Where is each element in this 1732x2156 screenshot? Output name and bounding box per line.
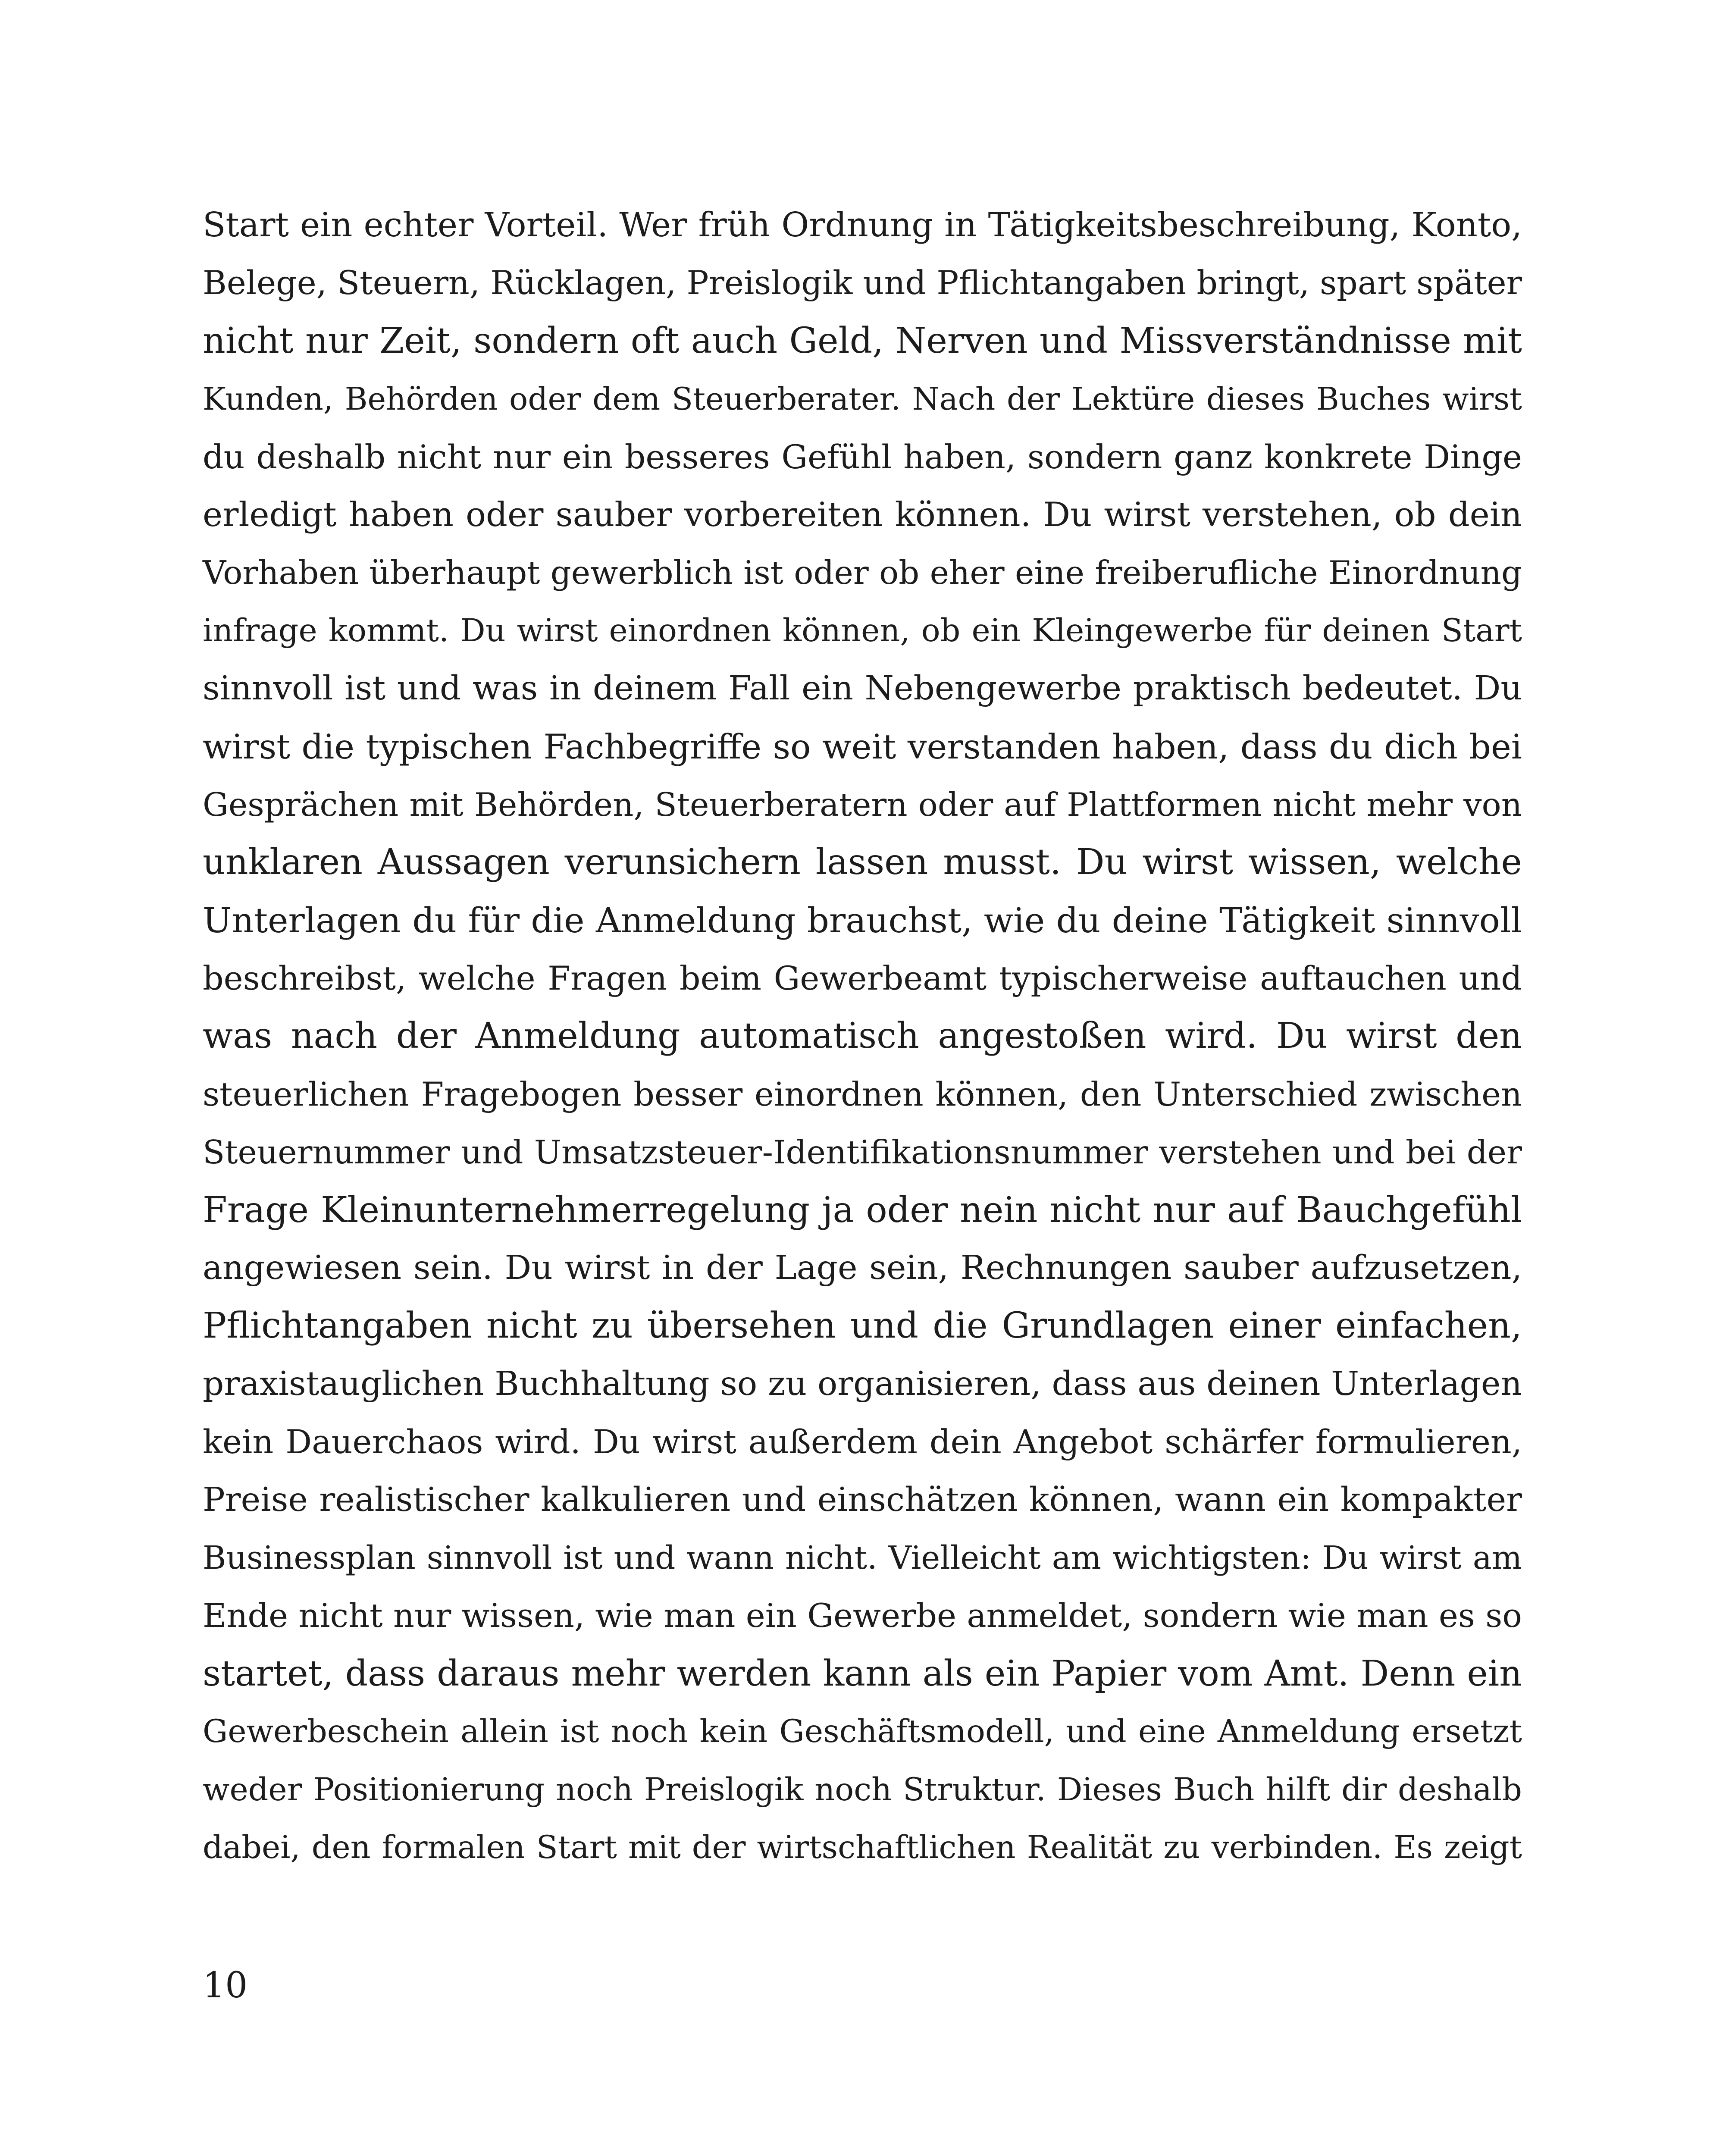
text-line: Belege, Steuern, Rücklagen, Preislogik und Pflichtangaben bringt, spart später <box>203 263 1522 302</box>
text-line: Unterlagen du für die Anmeldung brauchst, wie du deine Tätigkeit sinnvoll <box>203 900 1522 940</box>
text-line: Preise realistischer kalkulieren und einschätzen können, wann ein kompakter <box>203 1480 1522 1519</box>
text-line: Frage Kleinunternehmerregelung ja oder nein nicht nur auf Bauchgefühl <box>203 1189 1522 1231</box>
text-line: du deshalb nicht nur ein besseres Gefühl haben, sondern ganz konkrete Dinge <box>203 437 1522 476</box>
text-line: unklaren Aussagen verunsichern lassen musst. Du wirst wissen, welche <box>203 842 1522 883</box>
text-line: angewiesen sein. Du wirst in der Lage sein, Rechnungen sauber aufzusetzen, <box>203 1249 1522 1288</box>
text-line: nicht nur Zeit, sondern oft auch Geld, Nerven und Missverständnisse mit <box>203 320 1522 361</box>
text-line: weder Positionierung noch Preislogik noch Struktur. Dieses Buch hilft dir deshalb <box>203 1771 1522 1808</box>
body-text <box>203 196 1522 1877</box>
text-line: erledigt haben oder sauber vorbereiten können. Du wirst verstehen, ob dein <box>203 495 1522 534</box>
text-line: dabei, den formalen Start mit der wirtschaftlichen Realität zu verbinden. Es zeigt <box>203 1829 1522 1866</box>
text-line: kein Dauerchaos wird. Du wirst außerdem dein Angebot schärfer formulieren, <box>203 1423 1522 1461</box>
text-line: Gesprächen mit Behörden, Steuerberatern oder auf Plattformen nicht mehr von <box>203 785 1522 824</box>
text-line: praxistauglichen Buchhaltung so zu organisieren, dass aus deinen Unterlagen <box>203 1364 1522 1403</box>
text-line: steuerlichen Fragebogen besser einordnen können, den Unterschied zwischen <box>203 1075 1522 1113</box>
text-line: was nach der Anmeldung automatisch angestoßen wird. Du wirst den <box>203 1015 1522 1057</box>
text-line: beschreibst, welche Fragen beim Gewerbeamt typischerweise auftauchen und <box>203 959 1522 998</box>
text-line: Steuernummer und Umsatzsteuer-Identifikationsnummer verstehen und bei der <box>203 1133 1522 1172</box>
text-line: Gewerbeschein allein ist noch kein Geschäftsmodell, und eine Anmeldung ersetzt <box>203 1713 1522 1750</box>
text-line: Pflichtangaben nicht zu übersehen und die Grundlagen einer einfachen, <box>203 1305 1522 1347</box>
text-line: sinnvoll ist und was in deinem Fall ein Nebengewerbe praktisch bedeutet. Du <box>203 669 1522 708</box>
text-line: Start ein echter Vorteil. Wer früh Ordnung in Tätigkeitsbeschreibung, Konto, <box>203 206 1522 244</box>
text-line: infrage kommt. Du wirst einordnen können, ob ein Kleingewerbe für deinen Start <box>203 612 1522 649</box>
text-line: Businessplan sinnvoll ist und wann nicht. Vielleicht am wichtigsten: Du wirst am <box>203 1539 1522 1576</box>
text-line: startet, dass daraus mehr werden kann als ein Papier vom Amt. Denn ein <box>203 1653 1522 1694</box>
page-number: 10 <box>203 1965 248 2006</box>
text-line: Ende nicht nur wissen, wie man ein Gewerbe anmeldet, sondern wie man es so <box>203 1596 1522 1635</box>
text-line: Kunden, Behörden oder dem Steuerberater. Nach der Lektüre dieses Buches wirst <box>203 381 1522 417</box>
text-line: wirst die typischen Fachbegriffe so weit verstanden haben, dass du dich bei <box>203 727 1522 767</box>
text-line: Vorhaben überhaupt gewerblich ist oder ob eher eine freiberufliche Einordnung <box>203 554 1522 592</box>
